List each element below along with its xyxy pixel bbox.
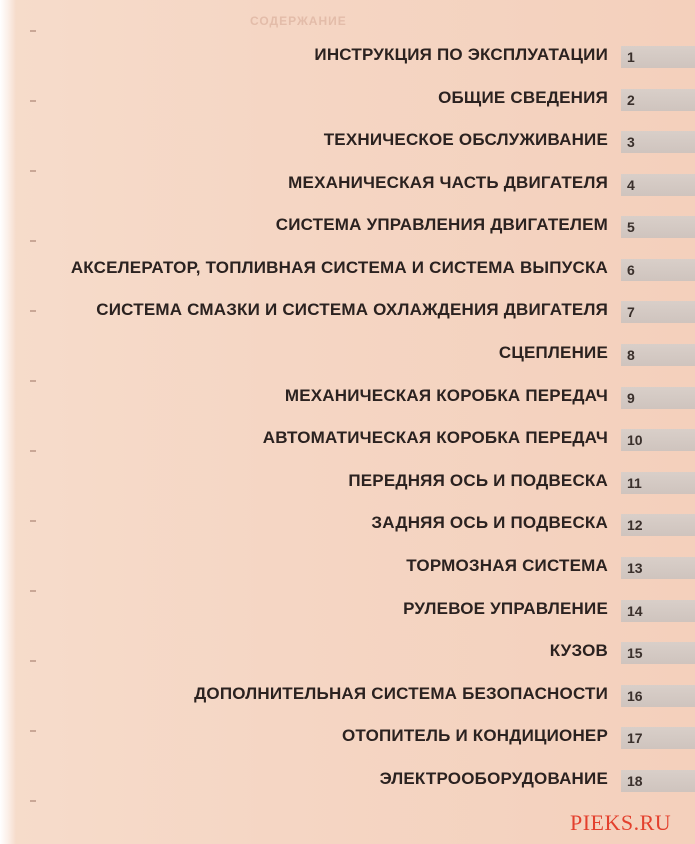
toc-tab xyxy=(621,727,695,749)
toc-number: 2 xyxy=(627,92,635,108)
toc-number: 5 xyxy=(627,219,635,235)
watermark-text: PIEKS.RU xyxy=(570,810,672,835)
toc-tab xyxy=(621,685,695,707)
toc-row[interactable] xyxy=(0,41,695,71)
toc-row[interactable] xyxy=(0,552,695,582)
toc-tab xyxy=(621,216,695,238)
toc-title[interactable]: КУЗОВ xyxy=(549,641,608,660)
toc-tab xyxy=(621,174,695,196)
toc-row[interactable] xyxy=(0,722,695,752)
toc-number: 6 xyxy=(627,262,635,278)
toc-title[interactable]: АКСЕЛЕРАТОР, ТОПЛИВНАЯ СИСТЕМА И СИСТЕМА ВЫПУСКА xyxy=(70,258,608,277)
toc-tab xyxy=(621,259,695,281)
toc-number: 8 xyxy=(627,347,635,363)
toc-row[interactable] xyxy=(0,467,695,497)
toc-tab xyxy=(621,514,695,536)
toc-tab xyxy=(621,429,695,451)
toc-row[interactable] xyxy=(0,382,695,412)
toc-row[interactable] xyxy=(0,637,695,667)
toc-row[interactable] xyxy=(0,509,695,539)
toc-tab xyxy=(621,301,695,323)
toc-title[interactable]: ТЕХНИЧЕСКОЕ ОБСЛУЖИВАНИЕ xyxy=(323,130,608,149)
toc-title[interactable]: РУЛЕВОЕ УПРАВЛЕНИЕ xyxy=(403,599,608,618)
toc-row[interactable] xyxy=(0,595,695,625)
toc-tab xyxy=(621,557,695,579)
toc-number: 12 xyxy=(627,517,643,533)
toc-title[interactable]: АВТОМАТИЧЕСКАЯ КОРОБКА ПЕРЕДАЧ xyxy=(262,428,608,447)
toc-title[interactable]: ЗАДНЯЯ ОСЬ И ПОДВЕСКА xyxy=(371,513,608,532)
toc-row[interactable] xyxy=(0,254,695,284)
toc-title[interactable]: СИСТЕМА СМАЗКИ И СИСТЕМА ОХЛАЖДЕНИЯ ДВИГАТЕЛЯ xyxy=(96,300,608,319)
toc-title[interactable]: СИСТЕМА УПРАВЛЕНИЯ ДВИГАТЕЛЕМ xyxy=(275,215,608,234)
toc-tab xyxy=(621,131,695,153)
toc-title[interactable]: ТОРМОЗНАЯ СИСТЕМА xyxy=(406,556,608,575)
toc-number: 18 xyxy=(627,773,643,789)
toc-title[interactable]: ОТОПИТЕЛЬ И КОНДИЦИОНЕР xyxy=(342,726,608,745)
toc-row[interactable] xyxy=(0,680,695,710)
toc-number: 9 xyxy=(627,390,635,406)
toc-tab xyxy=(621,600,695,622)
toc-number: 4 xyxy=(627,177,635,193)
toc-number: 11 xyxy=(627,475,642,491)
toc-title[interactable]: ИНСТРУКЦИЯ ПО ЭКСПЛУАТАЦИИ xyxy=(314,45,608,64)
toc-row[interactable] xyxy=(0,765,695,795)
toc-title[interactable]: ОБЩИЕ СВЕДЕНИЯ xyxy=(438,88,608,107)
ghost-header: СОДЕРЖАНИЕ xyxy=(250,14,347,28)
toc-number: 16 xyxy=(627,688,643,704)
toc-number: 10 xyxy=(627,432,643,448)
toc-number: 7 xyxy=(627,304,635,320)
toc-title[interactable]: СЦЕПЛЕНИЕ xyxy=(498,343,608,362)
toc-title[interactable]: МЕХАНИЧЕСКАЯ ЧАСТЬ ДВИГАТЕЛЯ xyxy=(288,173,608,192)
toc-number: 15 xyxy=(627,645,643,661)
toc-row[interactable] xyxy=(0,296,695,326)
toc-tab xyxy=(621,46,695,68)
toc-title[interactable]: МЕХАНИЧЕСКАЯ КОРОБКА ПЕРЕДАЧ xyxy=(284,386,608,405)
toc-tab xyxy=(621,770,695,792)
toc-tab xyxy=(621,642,695,664)
toc-number: 17 xyxy=(627,730,643,746)
toc-number: 13 xyxy=(627,560,643,576)
toc-title[interactable]: ДОПОЛНИТЕЛЬНАЯ СИСТЕМА БЕЗОПАСНОСТИ xyxy=(194,684,608,703)
toc-title[interactable]: ЭЛЕКТРООБОРУДОВАНИЕ xyxy=(379,769,608,788)
toc-title[interactable]: ПЕРЕДНЯЯ ОСЬ И ПОДВЕСКА xyxy=(348,471,608,490)
toc-row[interactable] xyxy=(0,211,695,241)
toc-tab xyxy=(621,89,695,111)
toc-tab xyxy=(621,387,695,409)
toc-tab xyxy=(621,472,695,494)
toc-row[interactable] xyxy=(0,339,695,369)
toc-row[interactable] xyxy=(0,84,695,114)
toc-row[interactable] xyxy=(0,424,695,454)
toc-row[interactable] xyxy=(0,169,695,199)
toc-number: 14 xyxy=(627,603,643,619)
toc-number: 1 xyxy=(627,49,635,65)
toc-number: 3 xyxy=(627,134,635,150)
toc-tab xyxy=(621,344,695,366)
toc-row[interactable] xyxy=(0,126,695,156)
